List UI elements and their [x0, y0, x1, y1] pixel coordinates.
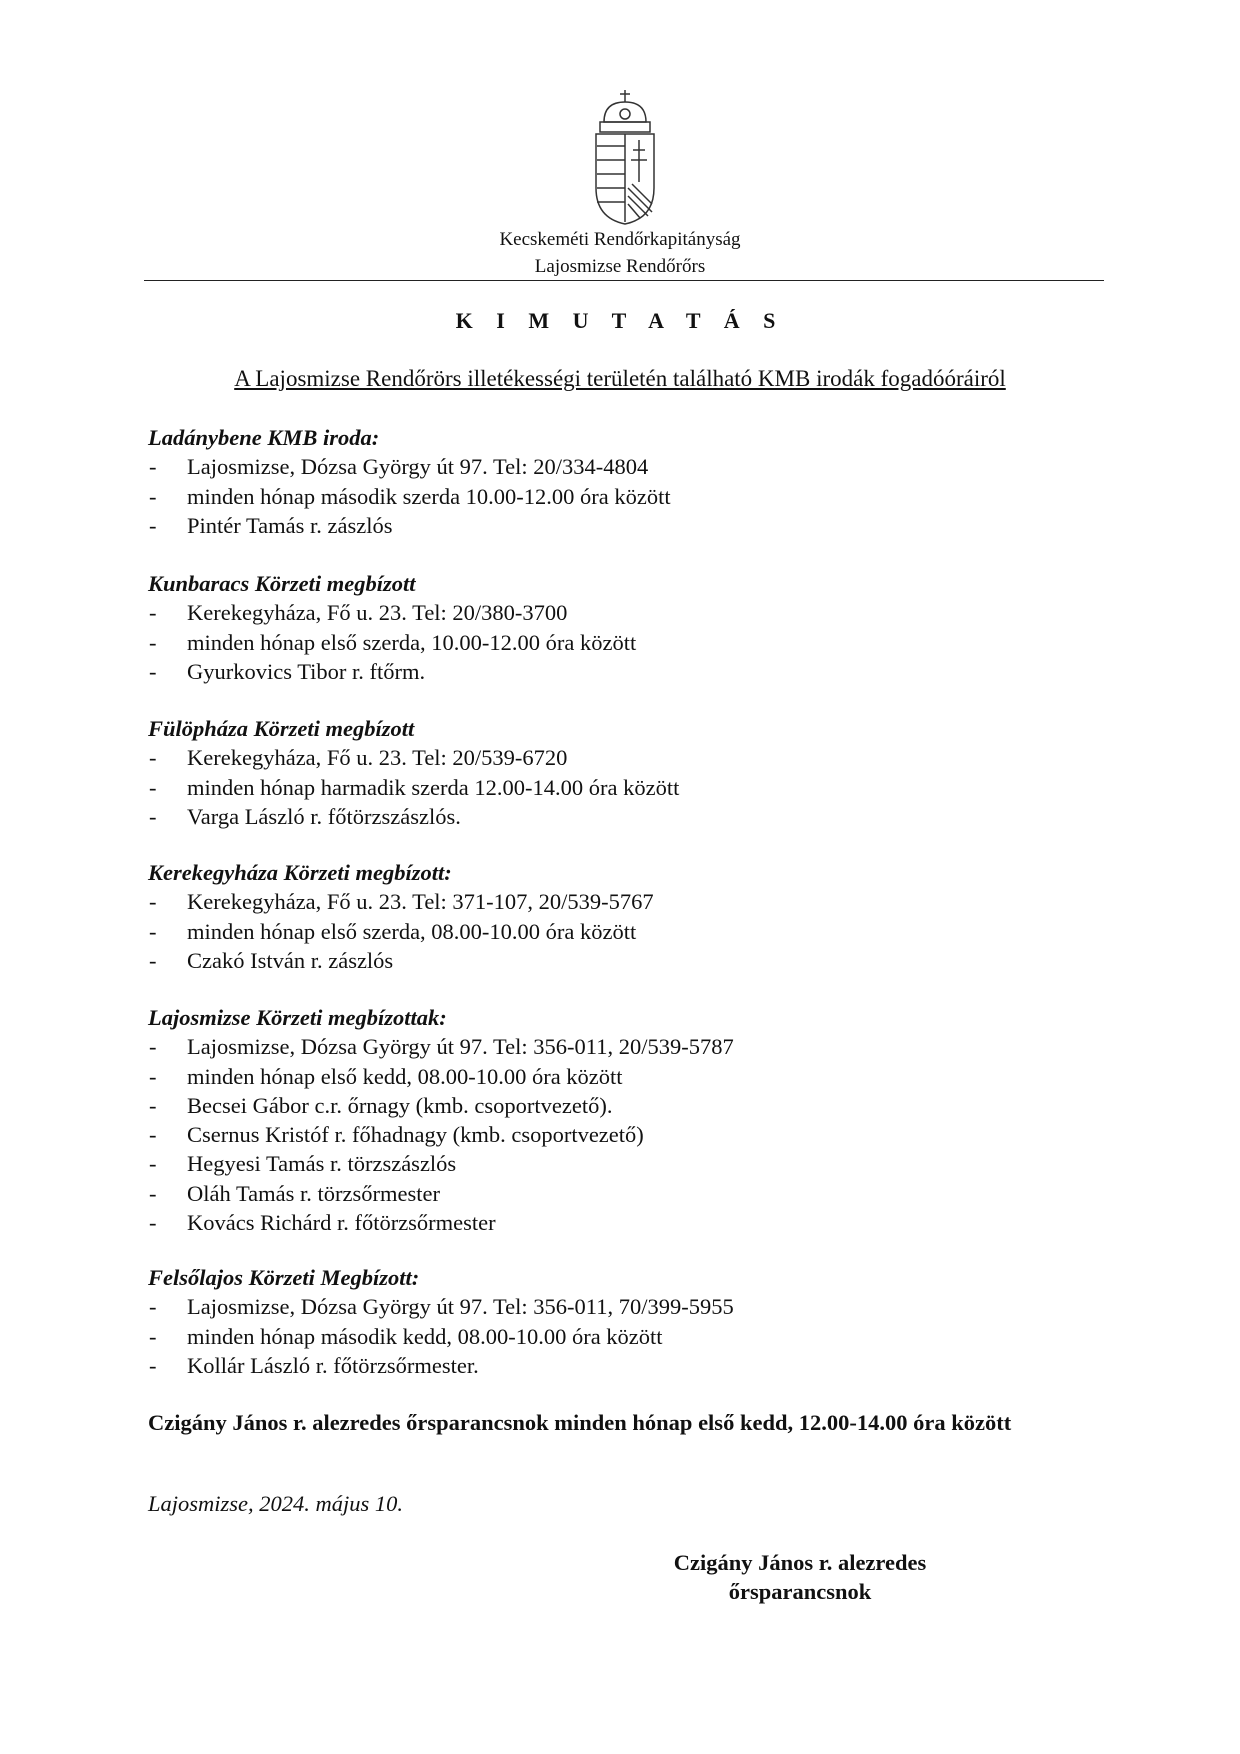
list-item: [148, 773, 1108, 802]
list-item-text: Czakó István r. zászlós: [187, 947, 394, 973]
list-item-text: minden hónap második szerda 10.00-12.00 óra között: [187, 483, 671, 509]
list-item: [148, 1322, 1108, 1351]
bullet-dash: -: [149, 512, 157, 538]
bullet-dash: -: [149, 803, 157, 829]
list-item-text: minden hónap első szerda, 10.00-12.00 óra között: [187, 629, 637, 655]
unit-name: Lajosmizse Rendőrőrs: [534, 256, 706, 277]
list-item-text: Pintér Tamás r. zászlós: [187, 512, 393, 538]
office-section: [148, 858, 1108, 975]
list-item-text: Oláh Tamás r. törzsőrmester: [187, 1180, 440, 1206]
bullet-dash: -: [149, 1352, 157, 1378]
list-item: [148, 802, 1108, 831]
list-item-text: Csernus Kristóf r. főhadnagy (kmb. csoportvezető): [187, 1122, 644, 1148]
bullet-dash: -: [149, 1151, 157, 1177]
list-item: [148, 917, 1108, 946]
coat-of-arms-emblem: [590, 88, 660, 231]
document-title: K I M U T A T Á S: [455, 308, 785, 333]
list-item-text: minden hónap első kedd, 08.00-10.00 óra között: [187, 1063, 623, 1089]
office-section: [148, 714, 1108, 831]
list-item: [148, 598, 1108, 627]
bullet-dash: -: [149, 889, 157, 915]
bullet-dash: -: [149, 774, 157, 800]
list-item-text: Kerekegyháza, Fő u. 23. Tel: 371-107, 20/539-5767: [187, 889, 654, 915]
list-item-text: Becsei Gábor c.r. őrnagy (kmb. csoportvezető).: [187, 1092, 613, 1118]
list-item: [148, 1120, 1108, 1149]
bullet-dash: -: [149, 483, 157, 509]
office-heading: Lajosmizse Körzeti megbízottak:: [148, 1005, 447, 1030]
bullet-dash: -: [149, 658, 157, 684]
office-heading: Fülöpháza Körzeti megbízott: [148, 716, 415, 741]
header-divider: [144, 280, 1104, 281]
list-item: [148, 1351, 1108, 1380]
list-item: [148, 743, 1108, 772]
office-section: [148, 1003, 1108, 1237]
list-item-text: Varga László r. főtörzszászlós.: [187, 803, 461, 829]
list-item-text: minden hónap első szerda, 08.00-10.00 óra között: [187, 918, 637, 944]
organization-name: Kecskeméti Rendőrkapitányság: [499, 229, 741, 250]
office-section: [148, 423, 1108, 540]
list-item: [148, 1032, 1108, 1061]
list-item: [148, 452, 1108, 481]
bullet-dash: -: [149, 1210, 157, 1236]
list-item-text: Lajosmizse, Dózsa György út 97. Tel: 356-011, 70/399-5955: [187, 1294, 734, 1320]
list-item: [148, 887, 1108, 916]
list-item: [148, 946, 1108, 975]
bullet-dash: -: [149, 629, 157, 655]
bullet-dash: -: [149, 918, 157, 944]
bullet-dash: -: [149, 1092, 157, 1118]
bullet-dash: -: [149, 1323, 157, 1349]
bullet-dash: -: [149, 1034, 157, 1060]
office-heading: Ladánybene KMB iroda:: [148, 425, 380, 450]
document-subtitle: A Lajosmizse Rendőrörs illetékességi területén található KMB irodák fogadóóráiról: [234, 366, 1006, 391]
list-item-text: Kerekegyháza, Fő u. 23. Tel: 20/380-3700: [187, 600, 568, 626]
list-item: [148, 1208, 1108, 1237]
bullet-dash: -: [149, 454, 157, 480]
list-item-text: Kerekegyháza, Fő u. 23. Tel: 20/539-6720: [187, 745, 568, 771]
list-item: [148, 482, 1108, 511]
list-item-text: Kovács Richárd r. főtörzsőrmester: [187, 1210, 496, 1236]
bullet-dash: -: [149, 1180, 157, 1206]
bullet-dash: -: [149, 600, 157, 626]
list-item: [148, 1091, 1108, 1120]
list-item-text: Hegyesi Tamás r. törzszászlós: [187, 1151, 457, 1177]
office-heading: Felsőlajos Körzeti Megbízott:: [148, 1265, 420, 1290]
signature-block: [600, 1548, 1000, 1607]
list-item-text: Lajosmizse, Dózsa György út 97. Tel: 356-011, 20/539-5787: [187, 1034, 734, 1060]
office-heading: Kerekegyháza Körzeti megbízott:: [148, 860, 452, 885]
list-item: [148, 1292, 1108, 1321]
bullet-dash: -: [149, 1122, 157, 1148]
letterhead: [0, 226, 1240, 280]
office-section: [148, 569, 1108, 686]
list-item: [148, 657, 1108, 686]
list-item: [148, 1179, 1108, 1208]
bullet-dash: -: [149, 1063, 157, 1089]
list-item-text: minden hónap második kedd, 08.00-10.00 óra között: [187, 1323, 663, 1349]
bullet-dash: -: [149, 947, 157, 973]
bullet-dash: -: [149, 1294, 157, 1320]
list-item-text: Lajosmizse, Dózsa György út 97. Tel: 20/334-4804: [187, 454, 649, 480]
bullet-dash: -: [149, 745, 157, 771]
office-heading: Kunbaracs Körzeti megbízott: [148, 571, 416, 596]
list-item-text: Gyurkovics Tibor r. ftőrm.: [187, 658, 426, 684]
list-item: [148, 511, 1108, 540]
list-item-text: minden hónap harmadik szerda 12.00-14.00 óra között: [187, 774, 680, 800]
list-item: [148, 1062, 1108, 1091]
signatory-name: Czigány János r. alezredes: [673, 1550, 927, 1575]
list-item-text: Kollár László r. főtörzsőrmester.: [187, 1352, 479, 1378]
commander-note: Czigány János r. alezredes őrsparancsnok minden hónap első kedd, 12.00-14.00 óra között: [148, 1410, 1012, 1435]
signatory-title: őrsparancsnok: [728, 1579, 872, 1605]
list-item: [148, 628, 1108, 657]
list-item: [148, 1149, 1108, 1178]
office-section: [148, 1263, 1108, 1380]
place-date: Lajosmizse, 2024. május 10.: [148, 1491, 404, 1516]
